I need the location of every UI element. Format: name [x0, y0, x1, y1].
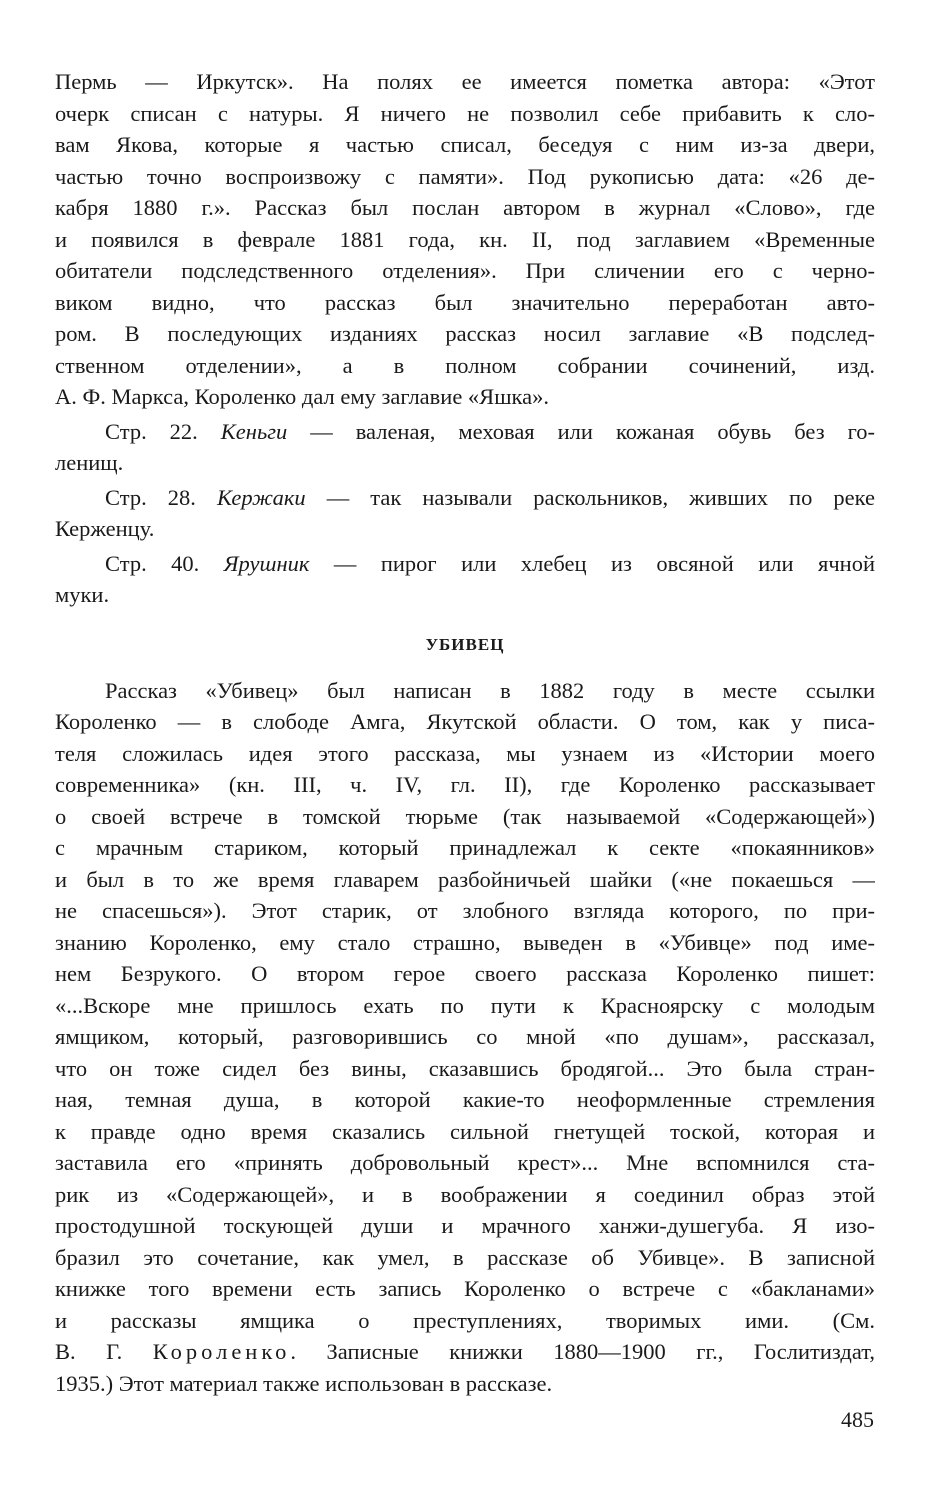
text-line: Пермь — Иркутск». На полях ее имеется пометка автора: «Этот — [55, 69, 875, 94]
final-line: 1935.) Этот материал также использован в рассказе. — [55, 1370, 553, 1396]
page-number: 485 — [841, 1407, 874, 1432]
text-line: ямщиком, который, разговорившись со мной «по душам», рассказал, — [55, 1024, 875, 1049]
text-line: и рассказы ямщика о преступлениях, творимых ими. (См. — [55, 1307, 875, 1333]
text-line: рик из «Содержающей», и в воображении я соединил образ этой — [55, 1181, 875, 1207]
text-line: знанию Короленко, ему стало страшно, выведен в «Убивце» под име- — [55, 929, 875, 955]
text-line: и был в то же время главарем разбойничьей шайки («не покаешься — — [55, 866, 875, 892]
note-text: — пирог или хлебец из овсяной или ячной — [309, 550, 875, 576]
note-lead: Стр. 22. — [105, 418, 221, 444]
text-line: обитатели подследственного отделения». При сличении его с черно- — [55, 258, 875, 283]
text-line: теля сложилась идея этого рассказа, мы узнаем из «Истории моего — [55, 740, 875, 766]
note-term: Keньги — [220, 418, 288, 444]
text-line: Короленко — в слободе Амга, Якутской области. О том, как у писа- — [55, 709, 875, 734]
citation-initials: В. Г. — [55, 1339, 153, 1364]
note-kerzhaki — [55, 482, 875, 545]
note-continuation: ленищ. — [55, 450, 124, 475]
note-line — [55, 482, 875, 514]
citation-author: Короленко — [152, 1339, 291, 1364]
note-yarushnik — [55, 548, 875, 611]
citation-text: . Записные книжки 1880—1900 гг., Гослитиздат, — [290, 1339, 875, 1364]
section-heading: УБИВЕЦ — [425, 634, 505, 654]
intro-paragraph — [55, 66, 875, 413]
text-line: современника» (кн. III, ч. IV, гл. II), где Короленко рассказывает — [55, 772, 875, 797]
text-line: вам Якова, которые я частью списал, беседуя с ним из-за двери, — [55, 132, 875, 157]
note-lead: Стр. 28. — [105, 484, 217, 510]
text-line: «...Вскоре мне пришлось ехать по пути к Красноярску с молодым — [55, 992, 875, 1018]
text-line: ная, темная душа, в которой какие-то неоформленные стремления — [55, 1087, 875, 1112]
page-body — [55, 66, 875, 1399]
citation-line — [55, 1336, 875, 1368]
text-line: не спасешься»). Этот старик, от злобного взгляда которого, по при- — [55, 898, 875, 923]
text-line: частью точно воспроизвожу с памяти». Под рукописью дата: «26 де- — [55, 163, 875, 189]
text-line: бразил это сочетание, как умел, в рассказе об Убивце». В записной — [55, 1244, 875, 1270]
text-line: ром. В последующих изданиях рассказ носил заглавие «В подслед- — [55, 321, 875, 346]
text-line: о своей встрече в томской тюрьме (так называемой «Содержающей») — [55, 803, 875, 829]
text-line: и появился в феврале 1881 года, кн. II, под заглавием «Временные — [55, 226, 875, 252]
text-line: Рассказ «Убивец» был написан в 1882 году в месте ссылки — [105, 677, 875, 703]
note-text: — так называли раскольников, живших по реке — [305, 484, 875, 510]
section-paragraph — [55, 675, 875, 1337]
text-line: простодушной тоскующей души и мрачного ханжи-душегуба. Я изо- — [55, 1213, 875, 1238]
text-line: что он тоже сидел без вины, сказавшись бродягой... Это была стран- — [55, 1055, 875, 1081]
text-line: ственном отделении», а в полном собрании сочинений, изд. — [55, 352, 875, 378]
note-continuation: муки. — [55, 582, 110, 607]
text-line: с мрачным стариком, который принадлежал к секте «покаянников» — [55, 835, 875, 860]
text-line: кабря 1880 г.». Рассказ был послан автором в журнал «Слово», где — [55, 195, 875, 220]
text-line: виком видно, что рассказ был значительно переработан авто- — [55, 289, 875, 315]
text-line: заставила его «принять добровольный крест»... Мне вспомнился ста- — [55, 1150, 875, 1175]
note-lead: Стр. 40. — [105, 550, 224, 576]
note-text: — валеная, меховая или кожаная обувь без го- — [287, 418, 875, 444]
text-line: очерк списан с натуры. Я ничего не позволил себе прибавить к сло- — [55, 100, 875, 126]
note-term: Кержаки — [216, 484, 306, 510]
note-line — [55, 416, 875, 448]
text-line: к правде одно время сказались сильной гнетущей тоской, которая и — [55, 1118, 875, 1144]
note-kengi — [55, 416, 875, 479]
note-line — [55, 548, 875, 580]
text-line: книжке того времени есть запись Короленко о встрече с «бакланами» — [55, 1276, 875, 1301]
note-term: Ярушник — [223, 550, 310, 576]
note-continuation: Керженцу. — [55, 516, 155, 541]
text-line: А. Ф. Маркса, Короленко дал ему заглавие «Яшка». — [55, 384, 549, 409]
text-line: нем Безрукого. О втором герое своего рассказа Короленко пишет: — [55, 961, 875, 986]
